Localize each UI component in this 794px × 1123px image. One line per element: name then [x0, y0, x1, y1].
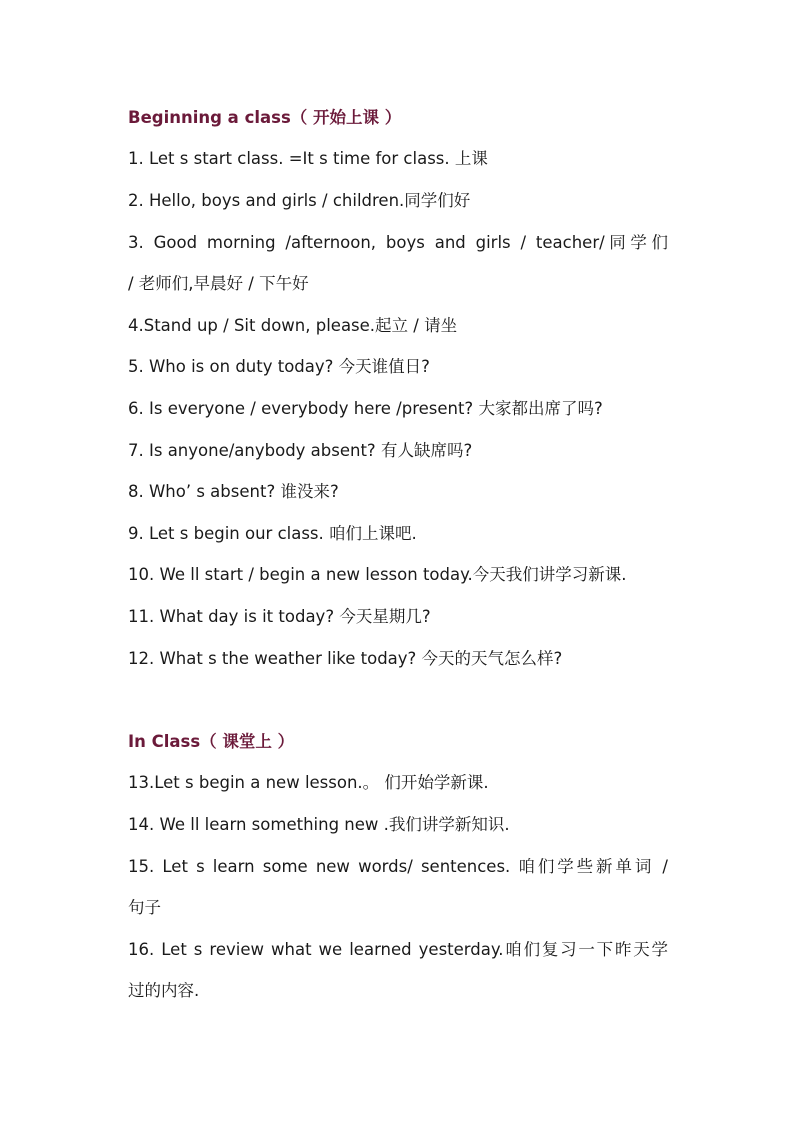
phrase-line: 16. Let s review what we learned yesterday.咱们复习一下昨天学: [128, 940, 668, 959]
phrase-line: 9. Let s begin our class. 咱们上课吧.: [128, 524, 417, 543]
phrase-line: 4.Stand up / Sit down, please.起立 / 请坐: [128, 316, 458, 335]
phrase-line: 12. What s the weather like today? 今天的天气怎么样?: [128, 649, 563, 668]
phrase-line: 7. Is anyone/anybody absent? 有人缺席吗?: [128, 441, 473, 460]
phrase-line: 14. We ll learn something new .我们讲学新知识.: [128, 815, 510, 834]
phrase-line: 8. Who’ s absent? 谁没来?: [128, 482, 339, 501]
phrase-line-continuation: / 老师们,早晨好 / 下午好: [128, 274, 309, 293]
phrase-line: 10. We ll start / begin a new lesson today.今天我们讲学习新课.: [128, 565, 627, 584]
section-heading-in-class: In Class（ 课堂上 ）: [128, 732, 295, 751]
phrase-line-continuation: 过的内容.: [128, 981, 200, 1000]
phrase-line: 13.Let s begin a new lesson.。 们开始学新课.: [128, 773, 489, 792]
phrase-line: 15. Let s learn some new words/ sentences. 咱们学些新单词 /: [128, 857, 668, 876]
phrase-line-continuation: 句子: [128, 898, 161, 917]
phrase-line: 1. Let s start class. =It s time for class. 上课: [128, 149, 488, 168]
phrase-line: 3. Good morning /afternoon, boys and girls / teacher/同学们: [128, 233, 668, 252]
section-heading-beginning-a-class: Beginning a class（ 开始上课 ）: [128, 108, 402, 127]
phrase-line: 11. What day is it today? 今天星期几?: [128, 607, 431, 626]
phrase-line: 6. Is everyone / everybody here /present? 大家都出席了吗?: [128, 399, 603, 418]
phrase-line: 2. Hello, boys and girls / children.同学们好: [128, 191, 471, 210]
phrase-line: 5. Who is on duty today? 今天谁值日?: [128, 357, 430, 376]
